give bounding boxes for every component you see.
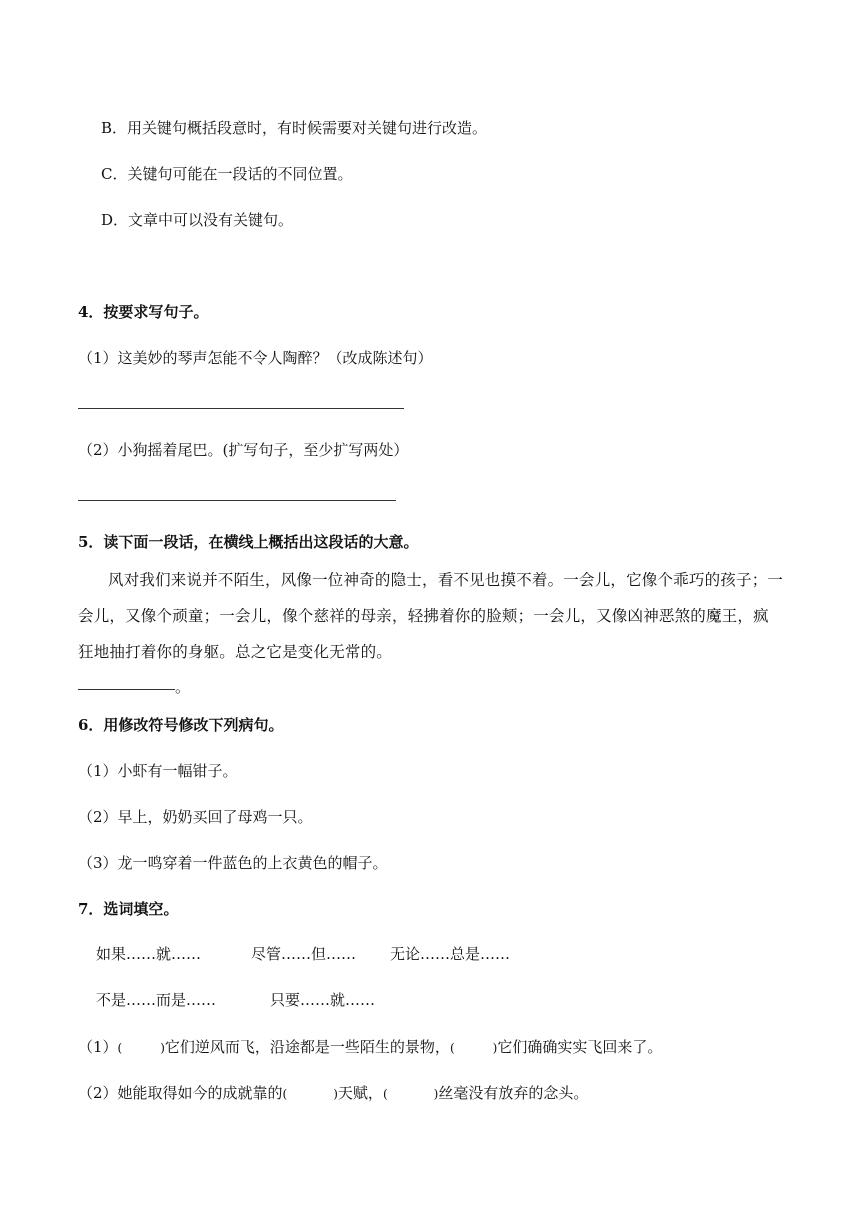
q7-item-1-part-2: 它们确确实实飞回来了。 xyxy=(497,1038,663,1056)
q7-word-4: 不是……而是…… xyxy=(96,991,217,1009)
blank-4-open: ( xyxy=(382,1087,388,1101)
q4-item-1: （1）这美妙的琴声怎能不令人陶醉？（改成陈述句） xyxy=(78,349,433,367)
q7-item-1-part-1: 它们逆风而飞，沿途都是一些陌生的景物， xyxy=(164,1038,450,1056)
q6-title: 6．用修改符号修改下列病句。 xyxy=(78,716,284,734)
q6-item-1: （1）小虾有一幅钳子。 xyxy=(78,762,238,780)
q4-item-2: （2）小狗摇着尾巴。(扩写句子，至少扩写两处） xyxy=(78,441,409,459)
q5-answer-line[interactable] xyxy=(78,689,175,690)
q7-title: 7．选词填空。 xyxy=(78,900,179,918)
blank-3-close: ) xyxy=(333,1087,338,1101)
blank-4-close: ) xyxy=(433,1087,439,1101)
blank-2-close: ) xyxy=(492,1041,498,1055)
q7-item-2-part-2: 丝毫没有放弃的念头。 xyxy=(438,1084,589,1102)
q7-word-1: 如果……就…… xyxy=(96,945,202,963)
q6-item-3: （3）龙一鸣穿着一件蓝色的上衣黄色的帽子。 xyxy=(78,854,388,872)
q7-item-2 xyxy=(78,1083,588,1104)
blank-1-close: ) xyxy=(160,1041,165,1055)
q5-answer-end: 。 xyxy=(175,678,191,696)
q5-paragraph: 风对我们来说并不陌生，风像一位神奇的隐士，看不见也摸不着。一会儿，它像个乖巧的孩子；一会儿，又像个顽童；一会儿，像个慈祥的母亲，轻拂着你的脸颊；一会儿，又像凶神恶煞的魔王，疯狂地抽打着你的身躯。总之它是变化无常的。 xyxy=(78,571,784,661)
q6-item-2: （2）早上，奶奶买回了母鸡一只。 xyxy=(78,808,313,826)
blank-2-open: ( xyxy=(449,1041,455,1055)
q3-option-b: B．用关键句概括段意时，有时候需要对关键句进行改造。 xyxy=(101,119,488,137)
q7-item-2-prefix: （2）她能取得如今的成就靠的 xyxy=(78,1084,283,1102)
q3-option-d: D．文章中可以没有关键句。 xyxy=(101,211,294,229)
q4-answer-line-1[interactable] xyxy=(78,408,404,409)
q7-item-1-prefix: （1） xyxy=(78,1038,118,1056)
q7-item-2-part-1: 天赋， xyxy=(337,1084,383,1102)
q7-word-2: 尽管……但…… xyxy=(251,945,357,963)
q5-title: 5．读下面一段话，在横线上概括出这段话的大意。 xyxy=(78,533,419,551)
q7-word-5: 只要……就…… xyxy=(270,991,376,1009)
blank-1-open: ( xyxy=(117,1041,123,1055)
q4-answer-line-2[interactable] xyxy=(78,500,396,501)
blank-3-open: ( xyxy=(282,1087,288,1101)
q7-item-1 xyxy=(78,1037,662,1058)
q3-option-c: C．关键句可能在一段话的不同位置。 xyxy=(101,165,353,183)
q7-word-3: 无论……总是…… xyxy=(390,945,511,963)
q4-title: 4．按要求写句子。 xyxy=(78,303,209,321)
